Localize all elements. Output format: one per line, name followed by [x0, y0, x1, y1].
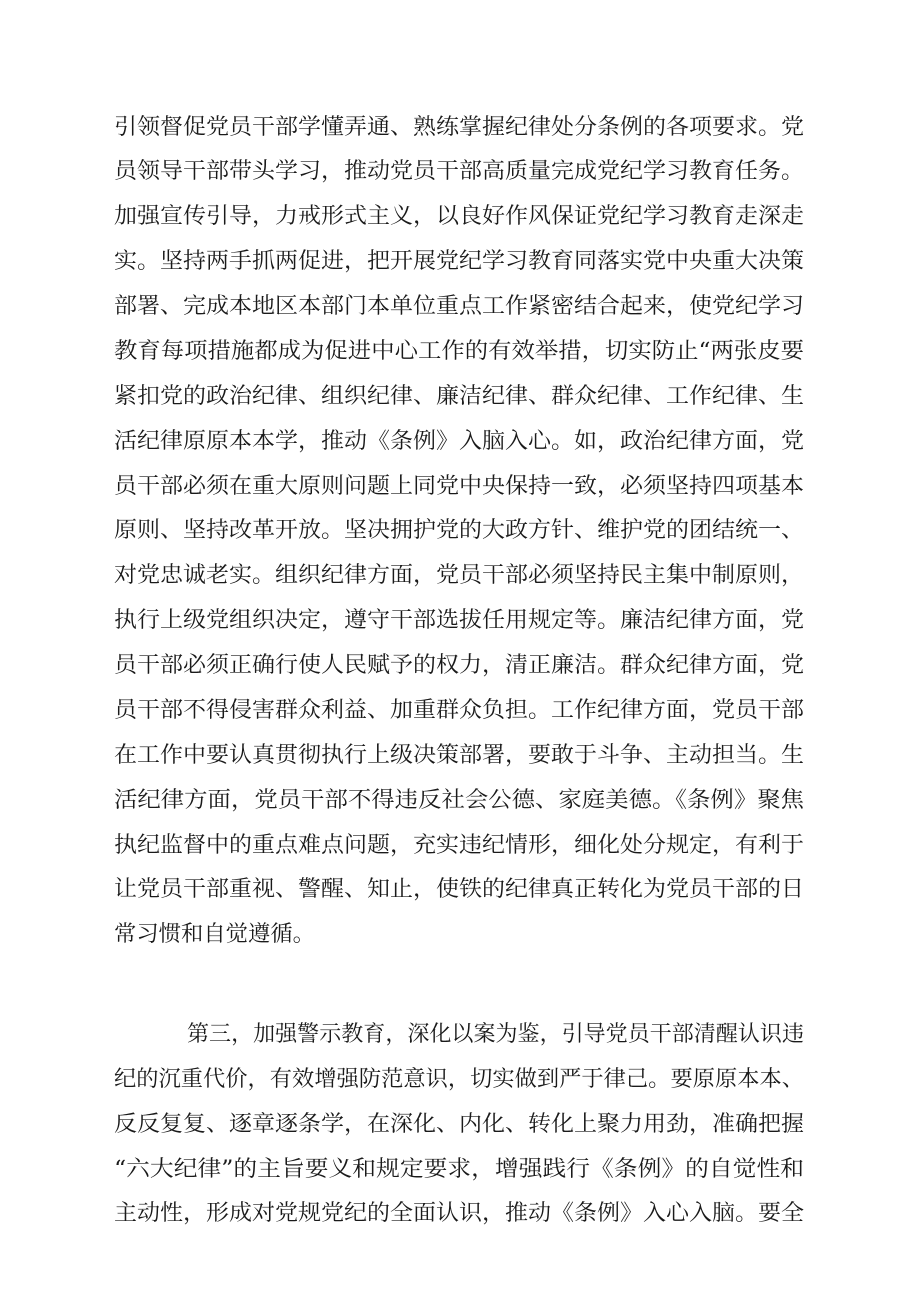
text-line-content: 第三，加强警示教育，深化以案为鉴，引导党员干部清醒认识违	[187, 1022, 804, 1047]
text-line-content: 部署、完成本地区本部门本单位重点工作紧密结合起来，使党纪学习	[114, 294, 804, 319]
text-line-content: 让党员干部重视、警醒、知止，使铁的纪律真正转化为党员干部的日	[114, 877, 804, 902]
text-line-content: 执纪监督中的重点难点问题，充实违纪情形，细化处分规定，有利于	[114, 833, 804, 858]
text-line	[0, 330, 920, 374]
text-line	[0, 779, 920, 823]
text-line-content: 活纪律原原本本学，推动《条例》入脑入心。如，政治纪律方面，党	[114, 429, 804, 454]
text-line-content: 员干部必须正确行使人民赋予的权力，清正廉洁。群众纪律方面，党	[114, 653, 804, 678]
text-line	[0, 644, 920, 688]
text-line-content: 紧扣党的政治纪律、组织纪律、廉洁纪律、群众纪律、工作纪律、生	[114, 384, 804, 409]
text-line	[0, 868, 920, 912]
text-line	[0, 150, 920, 194]
text-line	[0, 240, 920, 284]
text-line-content: 引领督促党员干部学懂弄通、熟练掌握纪律处分条例的各项要求。党	[114, 115, 804, 140]
text-line	[0, 554, 920, 598]
text-line	[0, 509, 920, 553]
text-line	[0, 1058, 920, 1102]
text-line-content: 加强宣传引导，力戒形式主义，以良好作风保证党纪学习教育走深走	[114, 204, 804, 229]
text-line-content: 执行上级党组织决定，遵守干部选拔任用规定等。廉洁纪律方面，党	[114, 608, 804, 633]
text-line	[0, 106, 920, 150]
text-line-content: 员干部必须在重大原则问题上同党中央保持一致，必须坚持四项基本	[114, 474, 804, 499]
text-line	[0, 1013, 920, 1057]
text-line-content: 教育每项措施都成为促进中心工作的有效举措，切实防止“两张皮要	[114, 339, 804, 364]
text-line	[0, 599, 920, 643]
text-line-content: 主动性，形成对党规党纪的全面认识，推动《条例》入心入脑。要全	[114, 1201, 804, 1226]
text-line	[0, 195, 920, 239]
text-line	[0, 824, 920, 868]
text-line-content: 员领导干部带头学习，推动党员干部高质量完成党纪学习教育任务。	[114, 159, 804, 184]
text-line	[0, 734, 920, 778]
text-line-content: “六大纪律”的主旨要义和规定要求，增强践行《条例》的自觉性和	[114, 1157, 805, 1182]
text-line-content: 纪的沉重代价，有效增强防范意识，切实做到严于律己。要原原本本、	[114, 1067, 804, 1092]
text-line	[0, 1192, 920, 1236]
text-line-content: 常习惯和自觉遵循。	[114, 922, 315, 947]
text-line-content: 在工作中要认真贯彻执行上级决策部署，要敢于斗争、主动担当。生	[114, 743, 804, 768]
text-line-content: 员干部不得侵害群众利益、加重群众负担。工作纪律方面，党员干部	[114, 698, 804, 723]
text-line	[0, 913, 920, 957]
text-line	[0, 375, 920, 419]
text-line	[0, 1148, 920, 1192]
text-line-content: 活纪律方面，党员干部不得违反社会公德、家庭美德。《条例》聚焦	[114, 788, 804, 813]
text-line-content: 实。坚持两手抓两促进，把开展党纪学习教育同落实党中央重大决策	[114, 249, 804, 274]
text-line-content: 原则、坚持改革开放。坚决拥护党的大政方针、维护党的团结统一、	[114, 518, 804, 543]
text-line-content: 对党忠诚老实。组织纪律方面，党员干部必须坚持民主集中制原则，	[114, 563, 804, 588]
text-line	[0, 1103, 920, 1147]
text-line	[0, 689, 920, 733]
text-line	[0, 420, 920, 464]
text-line	[0, 285, 920, 329]
text-line	[0, 465, 920, 509]
text-line-content: 反反复复、逐章逐条学，在深化、内化、转化上聚力用劲，准确把握	[114, 1112, 804, 1137]
